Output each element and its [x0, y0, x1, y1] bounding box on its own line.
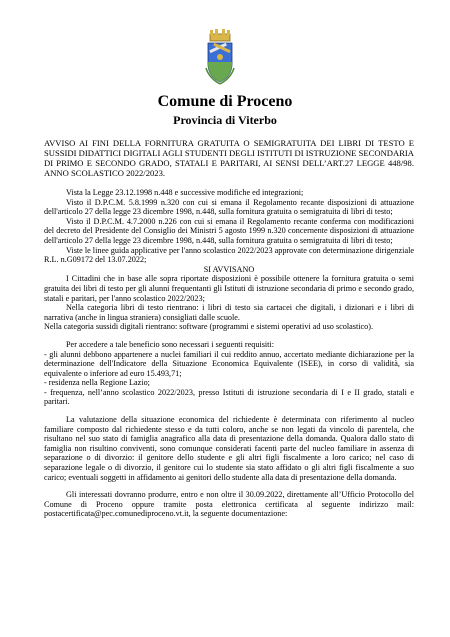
paragraph-cittadini: I Cittadini che in base alle sopra riportate disposizioni è possibile ottenere la fornitura gratuita o semi gratuita dei libri di testo per gli alunni frequentanti gli Istituti di istruzione secondaria di primo e secondo grado, statali e paritari, per l'anno scolastico 2022/2023;: [44, 274, 414, 303]
paragraph-dpcm-2000: Visto il D.P.C.M. 4.7.2000 n.226 con cui si emana il Regolamento recante conferma con modificazioni del decreto del Presidente del Consiglio dei Ministri 5 agosto 1999 n.320 concernente disposizioni di attuazione dell'articolo 27 della legge 23 dicembre 1998, n.448, sulla fornitura gratuita o semigratuita di libri di testo;: [44, 216, 414, 245]
notice-subject: AVVISO AI FINI DELLA FORNITURA GRATUITA O SEMIGRATUITA DEI LIBRI DI TESTO E SUSSIDI DIDATTICI DIGITALI AGLI STUDENTI DEGLI ISTITUTI DI ISTRUZIONE SECONDARIA DI PRIMO E SECONDO GRADO, STATALI E PARITARI, AI SENSI DELL’ART.27 LEGGE 448/98. ANNO SCOLASTICO 2022/2023.: [44, 138, 414, 178]
paragraph-libri-di-testo: Nella categoria libri di testo rientrano: i libri di testo sia cartacei che digitali, i dizionari e i libri di narrativa (anche in lingua straniera) consigliati dalle scuole.: [44, 303, 414, 322]
requirement-isee: - gli alunni debbono appartenere a nuclei familiari il cui reddito annuo, accertato mediante dichiarazione per la determinazione dell'Indicatore della Situazione Economica Equivalente (ISEE), in corso di validità, sia equivalente o inferiore ad euro 15.493,71;: [44, 349, 414, 378]
province-subtitle: Provincia di Viterbo: [173, 113, 277, 127]
section-heading-si-avvisano: SI AVVISANO: [203, 264, 255, 274]
paragraph-interessati: Gli interessati dovranno produrre, entro e non oltre il 30.09.2022, direttamente all’Ufficio Protocollo del Comune di Proceno oppure tramite posta elettronica certificata al seguente indirizzo mail: postacertificata@pec.comunediproceno.vt.it, la seguente documentazione:: [44, 490, 414, 519]
municipal-crest-icon: [203, 28, 237, 86]
notice-body: [44, 138, 414, 519]
municipality-title: Comune di Proceno: [157, 93, 293, 110]
paragraph-requisiti: Per accedere a tale beneficio sono necessari i seguenti requisiti:: [66, 339, 275, 349]
requirement-residenza: - residenza nella Regione Lazio;: [44, 378, 150, 388]
paragraph-sussidi-digitali: Nella categoria sussidi digitali rientrano: software (programmi e sistemi operativi ad uso scolastico).: [44, 322, 373, 332]
paragraph-dpcm-1999: Visto il D.P.C.M. 5.8.1999 n.320 con cui si emana il Regolamento recante disposizioni di attuazione dell'articolo 27 della legge 23 dicembre 1998, n.448, sulla fornitura gratuita o semigratuita di libri di testo;: [44, 197, 414, 217]
paragraph-linee-guida: Viste le linee guida applicative per l'anno scolastico 2022/2023 approvate con determinazione dirigenziale R.L. n.G09172 del 13.07.2022;: [44, 245, 414, 265]
paragraph-legge: Vista la Legge 23.12.1998 n.448 e successive modifiche ed integrazioni;: [66, 188, 304, 197]
paragraph-valutazione: La valutazione della situazione economica del richiedente è determinata con riferimento al nucleo familiare composto dal richiedente stesso e da tutti coloro, anche se non legati da vincolo di parentela, che risultano nel suo stato di famiglia anagrafico alla data di presentazione della domanda. Qualora dallo stato di famiglia non risultino conviventi, sono comunque considerati facenti parte del nucleo familiare in assenza di separazione o di divorzio: il genitore dello studente e gli altri figli fiscalmente a loro carico; nel caso di separazione legale o di divorzio, il genitore cui lo studente sia stato affidato o gli altri figli fiscalmente a suo carico; eventuali soggetti in affidamento ai genitori dello studente alla data di presentazione della domanda.: [44, 415, 414, 482]
requirement-frequenza: - frequenza, nell’anno scolastico 2022/2023, presso Istituti di istruzione secondaria di I e II grado, statali e paritari.: [44, 387, 414, 407]
